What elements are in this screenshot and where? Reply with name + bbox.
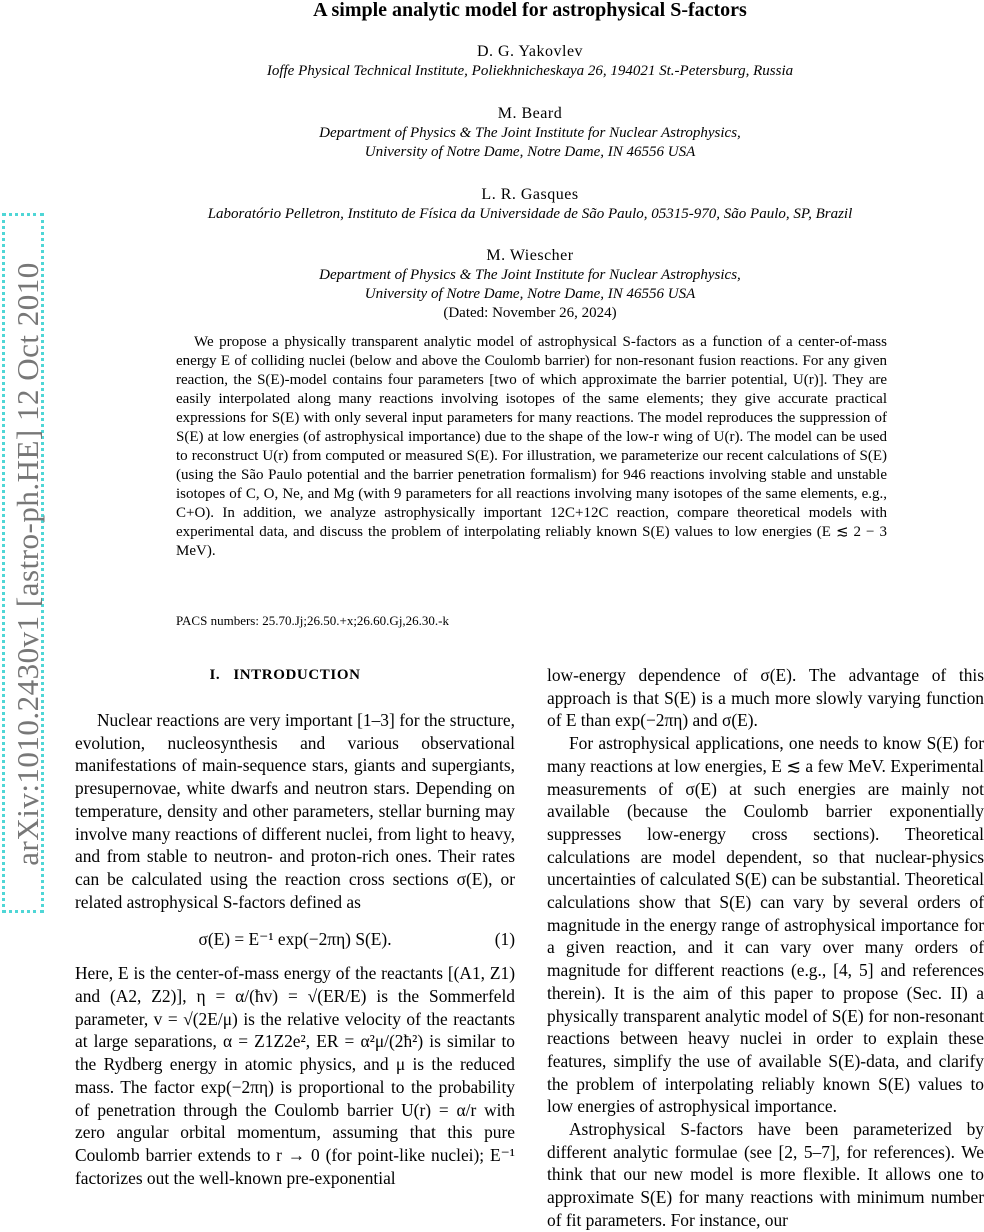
intro-paragraph-4: Astrophysical S-factors have been parameterized by different analytic formulae (see [2, 5–7], for references). We think that our new model is more flexible. It allows one to approximate S(E) for many reactions with minimum number of fit parameters. For instance, our: [547, 1119, 984, 1230]
left-column: [75, 709, 515, 1189]
intro-paragraph-2: Here, E is the center-of-mass energy of the reactants [(A1, Z1) and (A2, Z2)], η = α/(ħv) = √(ER/E) is the Sommerfeld parameter, v = √(2E/μ) is the relative velocity of the reactants at large separations, α = Z1Z2e², ER = α²μ/(2ħ²) is similar to the Rydberg energy in atomic physics, and μ is the reduced mass. The factor exp(−2πη) is proportional to the probability of penetration through the Coulomb barrier U(r) = α/r with zero angular orbital momentum, assuming that this pure Coulomb barrier extends to r → 0 (for point-like nuclei); E⁻¹ factorizes out the well-known pre-exponential: [75, 963, 515, 1188]
intro-paragraph-continued: low-energy dependence of σ(E). The advantage of this approach is that S(E) is a much more slowly varying function of E than exp(−2πη) and σ(E).: [547, 665, 984, 731]
author-name: L. R. Gasques: [481, 186, 579, 203]
equation-number: (1): [494, 929, 515, 950]
author-block-3: [60, 185, 984, 224]
equation-body: σ(E) = E⁻¹ exp(−2πη) S(E).: [198, 929, 392, 950]
section-title: INTRODUCTION: [233, 667, 361, 683]
right-column: [547, 664, 984, 1232]
author-affiliation: Ioffe Physical Technical Institute, Poliekhnicheskaya 26, 194021 St.-Petersburg, Russia: [266, 63, 794, 79]
intro-paragraph-1: Nuclear reactions are very important [1–3] for the structure, evolution, nucleosynthesis and various observational manifestations of main-sequence stars, giants and supergiants, presupernovae, white dwarfs and neutron stars. Depending on temperature, density and other parameters, stellar burning may involve many reactions of different nuclei, from light to heavy, and from stable to neutron- and proton-rich ones. Their rates can be calculated using the reaction cross sections σ(E), or related astrophysical S-factors defined as: [75, 710, 515, 912]
intro-paragraph-3: For astrophysical applications, one needs to know S(E) for many reactions at low energies, E ≲ a few MeV. Experimental measurements of σ(E) at such energies are mainly not available (because the Coulomb barrier exponentially suppresses low-energy cross sections). Theoretical calculations are model dependent, so that nuclear-physics uncertainties of calculated S(E) can be substantial. Theoretical calculations show that S(E) can vary by several orders of magnitude in the energy range of astrophysical importance for a given reaction, and it can vary over many orders of magnitude for different reactions (e.g., [4, 5] and references therein). It is the aim of this paper to propose (Sec. II) a physically transparent analytic model of S(E) for non-resonant reactions between heavy nuclei in order to explain these features, simplify the use of available S(E)-data, and clarify the problem of interpolating reliably known S(E) values to low energies of astrophysical importance.: [547, 733, 984, 1117]
author-affiliation: Laboratório Pelletron, Instituto de Física da Universidade de São Paulo, 05315-970, São Paulo, SP, Brazil: [207, 206, 853, 222]
section-heading: [60, 667, 510, 684]
author-affiliation: Department of Physics & The Joint Institute for Nuclear Astrophysics,: [319, 125, 741, 141]
author-name: D. G. Yakovlev: [476, 43, 584, 60]
author-block-1: [60, 42, 984, 81]
author-affiliation: University of Notre Dame, Notre Dame, IN 46556 USA: [364, 286, 696, 302]
author-affiliation: Department of Physics & The Joint Institute for Nuclear Astrophysics,: [319, 267, 741, 283]
paper-title: A simple analytic model for astrophysical S-factors: [313, 0, 747, 21]
abstract: We propose a physically transparent analytic model of astrophysical S-factors as a function of a center-of-mass energy E of colliding nuclei (below and above the Coulomb barrier) for non-resonant fusion reactions. For any given reaction, the S(E)-model contains four parameters [two of which approximate the barrier potential, U(r)]. They are easily interpolated along many reactions involving isotopes of the same elements; they give accurate practical expressions for S(E) with only several input parameters for many reactions. The model reproduces the suppression of S(E) at low energies (of astrophysical importance) due to the shape of the low-r wing of U(r). The model can be used to reconstruct U(r) from computed or measured S(E). For illustration, we parameterize our recent calculations of S(E) (using the São Paulo potential and the barrier penetration formalism) for 946 reactions involving stable and unstable isotopes of C, O, Ne, and Mg (with 9 parameters for all reactions involving many isotopes of the same elements, e.g., C+O). In addition, we analyze astrophysically important 12C+12C reaction, compare theoretical models with experimental data, and discuss the problem of interpolating reliably known S(E) values to low energies (E ≲ 2 − 3 MeV).: [176, 334, 887, 559]
dated-line: (Dated: November 26, 2024): [443, 305, 617, 321]
author-block-2: [60, 104, 984, 162]
arxiv-identifier[interactable]: arXiv:1010.2430v1 [astro-ph.HE] 12 Oct 2010: [10, 262, 45, 866]
arxiv-stamp: [2, 213, 44, 913]
equation-1: [75, 920, 515, 962]
author-affiliation: University of Notre Dame, Notre Dame, IN 46556 USA: [364, 144, 696, 160]
author-block-4: [60, 246, 984, 323]
pacs-numbers: PACS numbers: 25.70.Jj;26.50.+x;26.60.Gj,26.30.-k: [176, 613, 450, 628]
author-name: M. Beard: [497, 105, 563, 122]
section-number: I.: [209, 667, 221, 683]
author-name: M. Wiescher: [486, 247, 574, 264]
